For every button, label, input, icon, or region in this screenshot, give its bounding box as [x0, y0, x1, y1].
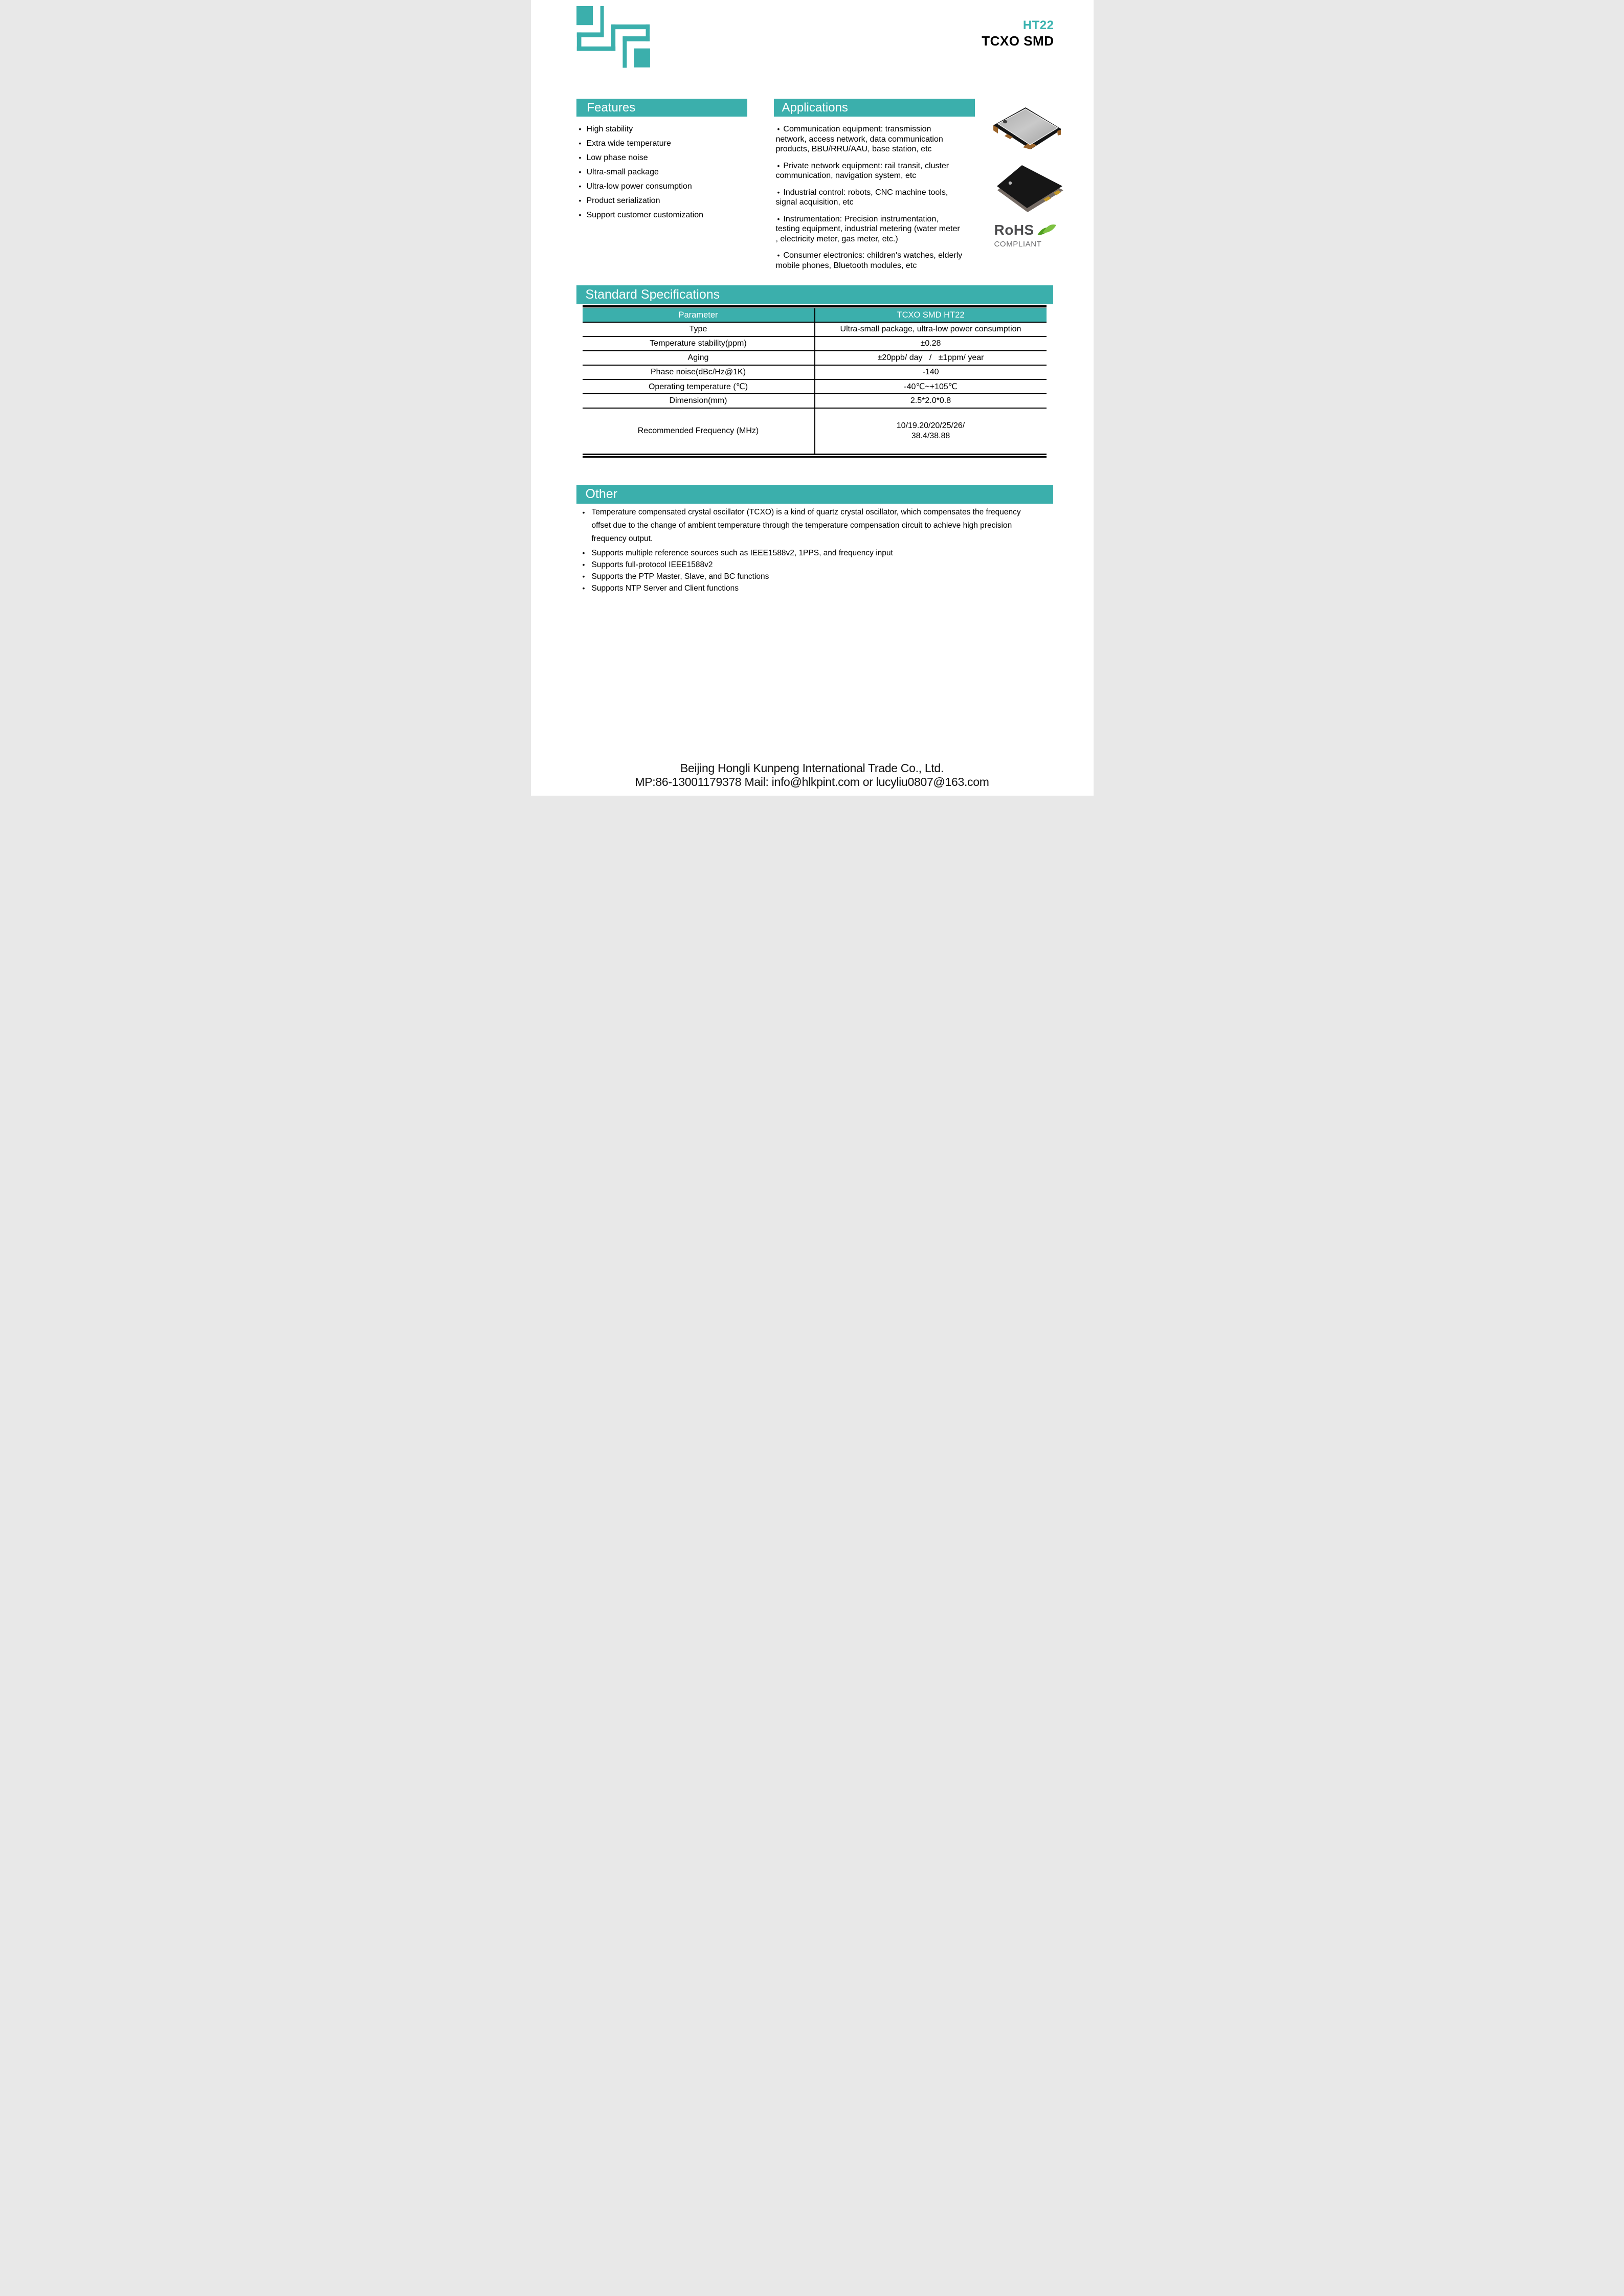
table-row [583, 394, 1047, 409]
list-item [583, 559, 1053, 571]
other-text: Supports multiple reference sources such as IEEE1588v2, 1PPS, and frequency input [591, 549, 893, 557]
param-cell: Dimension(mm) [583, 394, 815, 408]
list-item [579, 208, 763, 222]
product-photo-metal-lid-oscillator [990, 104, 1061, 149]
bullet-icon: • [579, 139, 582, 147]
page-footer [531, 761, 1094, 789]
column-header-parameter: Parameter [583, 308, 815, 322]
feature-text: Extra wide temperature [586, 139, 671, 148]
other-text: Temperature compensated crystal oscillator (TCXO) is a kind of quartz crystal oscillator, which compensates the frequency [591, 508, 1021, 516]
value-cell: Ultra-small package, ultra-low power consumption [840, 325, 1021, 333]
page-header [982, 18, 1054, 49]
other-text: Supports the PTP Master, Slave, and BC functions [591, 572, 769, 581]
bullet-icon: • [777, 161, 780, 170]
table-row [583, 351, 1047, 366]
param-cell: Operating temperature (℃) [583, 380, 815, 393]
bullet-icon: • [582, 584, 585, 592]
value-line: 10/19.20/20/25/26/ [896, 421, 965, 430]
spec-table [583, 305, 1047, 458]
other-list [583, 506, 1053, 594]
param-cell: Recommended Frequency (MHz) [583, 409, 815, 454]
company-logo-icon [576, 6, 650, 70]
product-photo-black-oscillator [996, 164, 1064, 212]
bullet-icon: • [777, 188, 780, 196]
specs-title: Standard Specifications [585, 287, 720, 302]
feature-text: Support customer customization [586, 211, 704, 219]
param-cell: Aging [583, 351, 815, 365]
feature-text: Product serialization [586, 196, 660, 205]
specs-section-header [576, 285, 1053, 304]
param-cell: Temperature stability(ppm) [583, 337, 815, 350]
application-text: Consumer electronics: children's watches, elderly [783, 251, 963, 260]
feature-text: Low phase noise [586, 153, 648, 162]
bullet-icon: • [777, 125, 780, 133]
list-item [583, 582, 1053, 594]
list-item [579, 179, 763, 193]
bullet-icon: • [579, 182, 582, 190]
contact-info: MP:86-13001179378 Mail: info@hlkpint.com or lucyliu0807@163.com [635, 775, 989, 789]
application-text: , electricity meter, gas meter, etc.) [775, 234, 898, 243]
applications-title: Applications [782, 101, 848, 115]
leaf-icon [1036, 222, 1057, 239]
other-text: Supports full-protocol IEEE1588v2 [591, 560, 713, 569]
bullet-icon: • [579, 196, 582, 205]
list-item [776, 161, 981, 181]
features-title: Features [587, 101, 636, 115]
list-item [776, 214, 981, 244]
bullet-icon: • [777, 214, 780, 223]
param-cell: Phase noise(dBc/Hz@1K) [583, 366, 815, 379]
feature-text: Ultra-low power consumption [586, 182, 692, 191]
application-text: products, BBU/RRU/AAU, base station, etc [775, 145, 932, 153]
application-text: network, access network, data communication [775, 134, 943, 144]
table-row [583, 337, 1047, 351]
list-item [776, 124, 981, 154]
bullet-icon: • [582, 572, 585, 580]
bullet-icon: • [582, 508, 585, 516]
application-text: signal acquisition, etc [775, 198, 854, 207]
bullet-icon: • [777, 251, 780, 259]
value-cell: ±20ppb/ day / ±1ppm/ year [877, 353, 984, 362]
bullet-icon: • [579, 153, 582, 162]
value-line: 38.4/38.88 [911, 432, 950, 440]
applications-section-header [774, 99, 975, 117]
application-text: testing equipment, industrial metering (water meter [775, 224, 960, 233]
model-number: HT22 [1022, 18, 1054, 32]
applications-list [776, 124, 981, 277]
list-item [579, 122, 763, 136]
list-item [579, 165, 763, 179]
table-row [583, 323, 1047, 337]
other-title: Other [585, 487, 618, 501]
value-cell: 2.5*2.0*0.8 [910, 396, 951, 405]
table-row [583, 380, 1047, 394]
application-text: Instrumentation: Precision instrumentation, [783, 214, 939, 223]
feature-text: Ultra-small package [586, 168, 659, 176]
application-text: communication, navigation system, etc [775, 171, 917, 180]
other-text: frequency output. [591, 534, 653, 543]
list-item [583, 571, 1053, 582]
list-item [579, 150, 763, 165]
value-cell: -40℃~+105℃ [904, 382, 958, 391]
value-cell [815, 409, 1047, 454]
value-cell: ±0.28 [920, 339, 941, 348]
datasheet-page [531, 0, 1094, 796]
value-cell: -140 [922, 368, 939, 376]
list-item [776, 188, 981, 208]
table-header-row [583, 308, 1047, 323]
list-item [579, 193, 763, 208]
bullet-icon: • [579, 125, 582, 133]
column-header-value: TCXO SMD HT22 [897, 310, 965, 320]
table-row [583, 409, 1047, 454]
rohs-compliant-logo [994, 223, 1066, 252]
bullet-icon: • [582, 549, 585, 557]
table-row [583, 366, 1047, 380]
compliant-text: COMPLIANT [994, 240, 1042, 249]
features-section-header [576, 99, 747, 117]
other-section-header [576, 485, 1053, 504]
feature-text: High stability [586, 125, 633, 133]
other-text: offset due to the change of ambient temperature through the temperature compensation circuit to achieve high precision [591, 521, 1012, 530]
features-list [579, 122, 763, 222]
bullet-icon: • [579, 211, 582, 219]
application-text: mobile phones, Bluetooth modules, etc [775, 261, 917, 270]
application-text: Private network equipment: rail transit, cluster [783, 161, 949, 170]
table-bottom-border [583, 456, 1047, 458]
other-text: Supports NTP Server and Client functions [591, 584, 739, 593]
application-text: Industrial control: robots, CNC machine tools, [783, 188, 948, 197]
product-name: TCXO SMD [982, 33, 1054, 49]
list-item [579, 136, 763, 150]
bullet-icon: • [582, 560, 585, 569]
list-item [583, 506, 1053, 546]
bullet-icon: • [579, 168, 582, 176]
list-item [583, 547, 1053, 559]
param-cell: Type [583, 323, 815, 336]
application-text: Communication equipment: transmission [783, 125, 931, 133]
list-item [776, 251, 981, 271]
rohs-text: RoHS [994, 222, 1034, 238]
company-name: Beijing Hongli Kunpeng International Trade Co., Ltd. [680, 761, 944, 775]
